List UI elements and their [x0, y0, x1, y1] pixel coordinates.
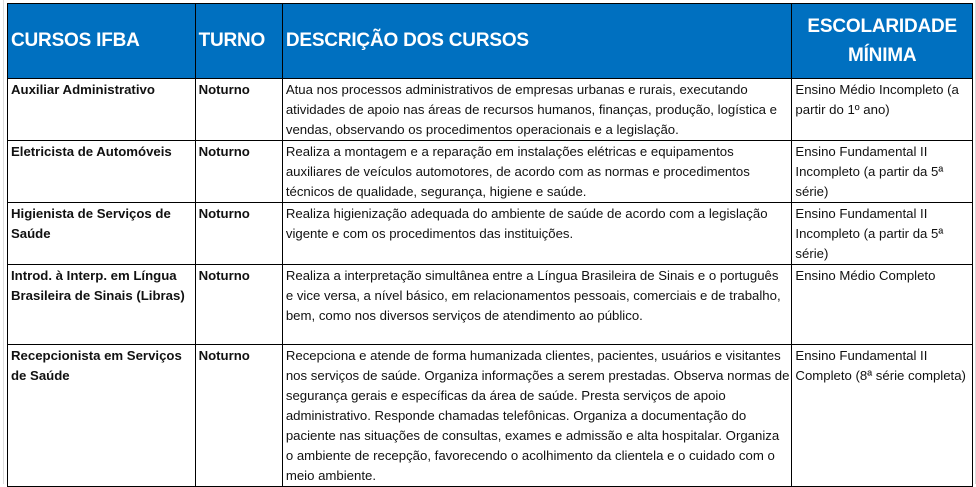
- header-row: [8, 4, 973, 79]
- education-cell[interactable]: Ensino Fundamental II Completo (8ª série completa): [792, 345, 973, 487]
- table-row: [8, 345, 973, 487]
- description-cell[interactable]: Realiza higienização adequada do ambiente de saúde de acordo com a legislação vigente e com os procedimentos das instituições.: [282, 203, 792, 265]
- header-courses[interactable]: CURSOS IFBA: [8, 4, 196, 79]
- header-education[interactable]: [792, 4, 973, 79]
- shift-cell[interactable]: Noturno: [195, 203, 282, 265]
- shift-cell[interactable]: Noturno: [195, 265, 282, 345]
- description-cell[interactable]: Realiza a montagem e a reparação em instalações elétricas e equipamentos auxiliares de veículos automotores, de acordo com as normas e procedimentos técnicos de qualidade, segurança, higiene e saúde.: [282, 141, 792, 203]
- education-cell[interactable]: Ensino Fundamental II Incompleto (a partir da 5ª série): [792, 203, 973, 265]
- table-body: [8, 79, 973, 487]
- education-cell[interactable]: Ensino Fundamental II Incompleto (a partir da 5ª série): [792, 141, 973, 203]
- header-education-line2: MÍNIMA: [847, 45, 917, 66]
- table-header: [8, 4, 973, 79]
- header-education-line1: ESCOLARIDADE: [807, 16, 958, 37]
- table-row: [8, 79, 973, 141]
- courses-table: [7, 3, 973, 487]
- education-cell[interactable]: Ensino Médio Incompleto (a partir do 1º ano): [792, 79, 973, 141]
- header-description[interactable]: DESCRIÇÃO DOS CURSOS: [282, 4, 792, 79]
- sheet-gridline: [3, 0, 4, 484]
- education-cell[interactable]: Ensino Médio Completo: [792, 265, 973, 345]
- course-name-cell[interactable]: Eletricista de Automóveis: [8, 141, 196, 203]
- description-cell[interactable]: Realiza a interpretação simultânea entre a Língua Brasileira de Sinais e o português e vice versa, a nível básico, em relacionamentos pessoais, comerciais e de trabalho, bem, como nos diversos serviços de atendimento ao público.: [282, 265, 792, 345]
- shift-cell[interactable]: Noturno: [195, 141, 282, 203]
- table-row: [8, 203, 973, 265]
- table-row: [8, 265, 973, 345]
- table-row: [8, 141, 973, 203]
- shift-cell[interactable]: Noturno: [195, 79, 282, 141]
- header-shift[interactable]: TURNO: [195, 4, 282, 79]
- course-name-cell[interactable]: Introd. à Interp. em Língua Brasileira de Sinais (Libras): [8, 265, 196, 345]
- course-name-cell[interactable]: Recepcionista em Serviços de Saúde: [8, 345, 196, 487]
- course-name-cell[interactable]: Higienista de Serviços de Saúde: [8, 203, 196, 265]
- description-cell[interactable]: Recepciona e atende de forma humanizada clientes, pacientes, usuários e visitantes nos serviços de saúde. Organiza informações a serem prestadas. Observa normas de segurança gerais e específicas da área de saúde. Presta serviços de apoio administrativo. Responde chamadas telefônicas. Organiza a documentação do paciente nas situações de consultas, exames e admissão e alta hospitalar. Organiza o ambiente de recepção, favorecendo o acolhimento da clientela e o cuidado com o meio ambiente.: [282, 345, 792, 487]
- shift-cell[interactable]: Noturno: [195, 345, 282, 487]
- description-cell[interactable]: Atua nos processos administrativos de empresas urbanas e rurais, executando atividades de apoio nas áreas de recursos humanos, finanças, produção, logística e vendas, observando os procedimentos operacionais e a legislação.: [282, 79, 792, 141]
- course-name-cell[interactable]: Auxiliar Administrativo: [8, 79, 196, 141]
